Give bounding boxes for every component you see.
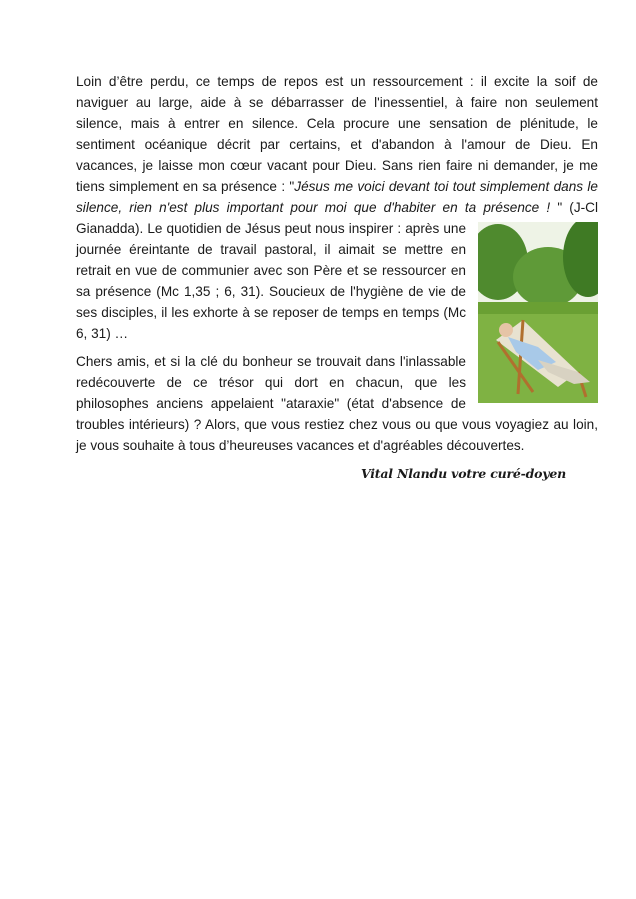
paragraph-1 — [76, 71, 598, 344]
paragraph-2: Chers amis, et si la clé du bonheur se trouvait dans l'inlassable redécouverte de ce trésor qui dort en chacun, que les philosophes anciens appelaient "ataraxie" (état d'absence de troubles intérieurs) ? Alors, que vous restiez chez vous ou que vous voyagiez au loin, je vous souhaite à tous d’heureuses vacances et d'agréables découvertes. — [76, 354, 598, 453]
man-resting-in-deckchair-photo — [478, 222, 598, 403]
paragraph-1-text-end: nous inspirer : après une journée éreintante de travail pastoral, il aimait se mettre en retrait en vue de communier avec son Père et se ressourcer en sa présence (Mc 1,35 ; 6, 31). Soucieux de l'hygiène de vie de ses disciples, il les exhorte à se reposer de temps en temps (Mc 6, 31) … — [76, 221, 466, 341]
paragraph-1-text: Loin d’être perdu, ce temps de repos est un ressourcement : il excite la soif de naviguer au large, aide à se débarrasser de l'inessentiel, à faire non seulement silence, mais à entrer en silence. Cela procure une sensation de plénitude, le sentiment océanique décrit par certains, et d'abandon à l'amour de Dieu. En vacances, je laisse mon cœur vacant pour Dieu. Sans rien faire ni demander, je me tiens simplement en sa présence : " — [76, 74, 598, 194]
body-text — [76, 71, 598, 456]
signature: Vital Nlandu votre curé-doyen — [360, 466, 566, 481]
gianadda-quote: Jésus me voici devant toi tout simplement dans le silence, rien n'est plus important pour moi que d'habiter en ta présence ! — [76, 179, 598, 215]
paragraph-1-text-continued: " (J-Cl Gianadda). Le quotidien de Jésus peut — [76, 200, 598, 236]
